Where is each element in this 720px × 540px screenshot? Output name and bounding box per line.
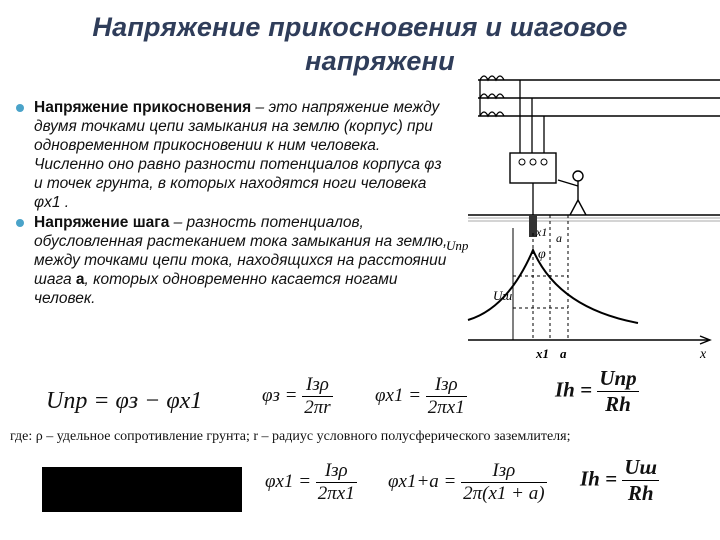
grounding-diagram bbox=[438, 58, 720, 368]
formula-ih-touch: Ih = $\frac{\text{Uпр}}{Rh}$ bbox=[555, 366, 637, 416]
formula-phi-x1a: φx1+a = $\frac{\text{Iзρ}}{2\pi(x1 + a)}$ bbox=[388, 460, 545, 504]
formula-phi-x1-b: φx1 = $\frac{\text{Iзρ}}{2\pi x1}$ bbox=[265, 460, 355, 504]
note-text: где: ρ – удельное сопротивление грунта; r – радиус условного полусферического заземлителя; bbox=[10, 429, 571, 444]
frac-phi-x1: $\frac{\text{Iзρ}}{2\pi x1}$ bbox=[427, 374, 465, 418]
step-a: а bbox=[75, 271, 85, 288]
label-x-axis: x bbox=[700, 347, 707, 362]
title-line2: напряжени bbox=[305, 46, 455, 76]
label-phi: φ bbox=[538, 247, 546, 262]
bullet-dot-icon bbox=[16, 104, 24, 112]
frac-phi-x1-b: $\frac{\text{Iзρ}}{2\pi x1}$ bbox=[317, 460, 355, 504]
term-step-voltage: Напряжение шага bbox=[34, 214, 170, 231]
bullet-step-voltage bbox=[14, 213, 454, 308]
redacted-block bbox=[42, 467, 242, 512]
transformer-coils bbox=[480, 76, 504, 116]
frac-phi-x1a: $\frac{\text{Iзρ}}{2\pi(x1 + a)}$ bbox=[463, 460, 545, 504]
formula-phi-z: φз = $\frac{\text{Iзρ}}{2\pi r}$ bbox=[262, 374, 331, 418]
label-a-top: a bbox=[556, 231, 562, 245]
term-touch-voltage: Напряжение прикосновения bbox=[34, 99, 252, 116]
frac-ih-step: $\frac{Uш}{Rh}$ bbox=[624, 455, 657, 505]
title-line1: Напряжение прикосновения и шаговое bbox=[92, 12, 628, 42]
label-x1-top: x1 bbox=[536, 225, 548, 239]
label-x1-axis: x1 bbox=[536, 346, 549, 361]
label-a-axis: a bbox=[560, 346, 567, 361]
label-ush: Uш bbox=[493, 288, 513, 303]
label-upr: Uпр bbox=[446, 238, 469, 253]
frac-phi-z: $\frac{\text{Iзρ}}{2\pi r}$ bbox=[304, 374, 331, 418]
bullet-dot-icon bbox=[16, 219, 24, 227]
person-icon bbox=[558, 171, 586, 215]
bullet-list bbox=[14, 98, 454, 308]
formula-phi-x1: φx1 = $\frac{\text{Iзρ}}{2\pi x1}$ bbox=[375, 374, 465, 418]
frac-ih-touch: $\frac{\text{Uпр}}{Rh}$ bbox=[599, 366, 637, 416]
step-voltage-text: – разность потенциалов, обусловленная растеканием тока замыкания на землю, между точками цепи тока, находящихся на расстоянии шага bbox=[34, 214, 448, 288]
step-voltage-text2: , которых одновременно касается ногами человек. bbox=[34, 271, 398, 307]
formula-ih-step: Ih = $\frac{Uш}{Rh}$ bbox=[580, 455, 657, 505]
touch-voltage-text: – это напряжение между двумя точками цепи замыкания на землю (корпус) при одновременном прикосновении к ним человека. Численно оно равно разности потенциалов корпуса φз и точек грунта, в которых находятся ноги человека φx1 . bbox=[34, 99, 442, 211]
formula-upr: Uпр = φз − φx1 bbox=[46, 388, 203, 414]
bullet-touch-voltage bbox=[14, 98, 454, 212]
